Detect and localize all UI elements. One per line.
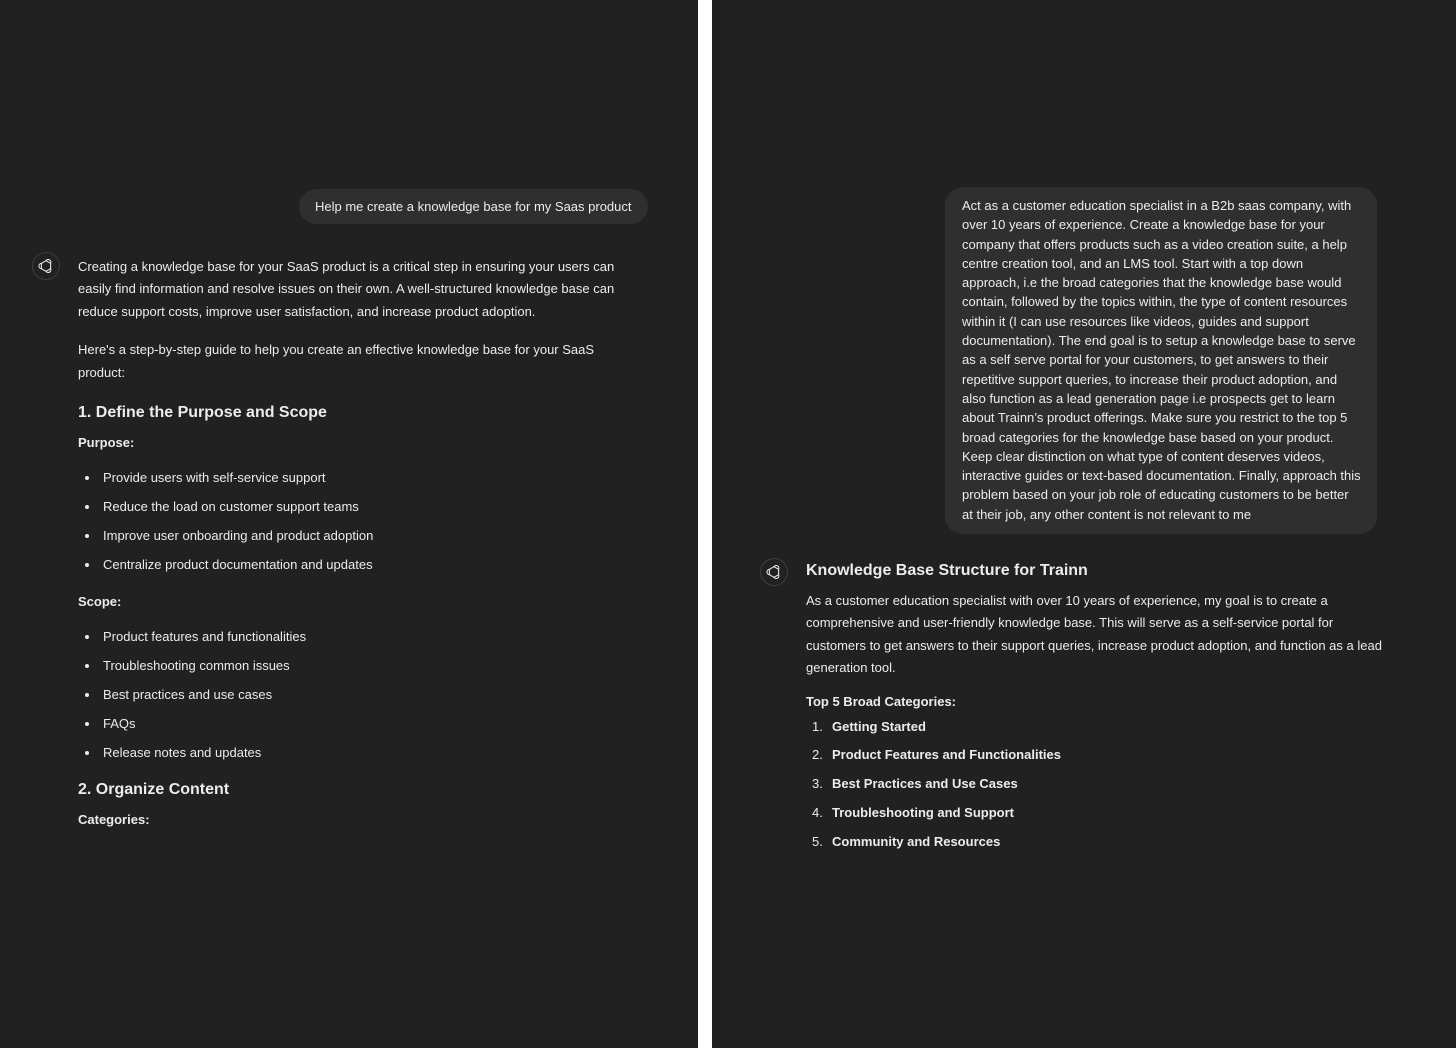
assistant-response [78,256,638,827]
section-heading: 1. Define the Purpose and Scope [78,404,327,422]
assistant-response [806,562,1386,857]
list-item: Improve user onboarding and product adoption [78,521,638,550]
scope-label: Scope: [78,594,122,610]
purpose-list [78,463,638,579]
right-chat-panel [712,0,1456,1048]
list-item: Release notes and updates [78,738,638,767]
scope-list [78,622,638,767]
list-item: 1. Getting Started [812,718,926,734]
list-item: 4. Troubleshooting and Support [812,805,1014,821]
list-item: 5. Community and Resources [812,833,1001,849]
categories-label: Categories: [78,812,150,828]
assistant-avatar [760,558,788,586]
response-paragraph: As a customer education specialist with over 10 years of experience, my goal is to create a comprehensive and user-friendly knowledge base. This will serve as a self-service portal for customers to get answers to their support queries, increase product adoption, and function as a lead generation tool. [806,593,1382,676]
assistant-avatar [32,252,60,280]
response-paragraph: Here's a step-by-step guide to help you create an effective knowledge base for your SaaS product: [78,342,595,380]
categories-label: Top 5 Broad Categories: [806,693,957,709]
openai-logo-icon [38,258,54,274]
response-heading: Knowledge Base Structure for Trainn [806,562,1088,579]
left-chat-panel [0,0,698,1048]
list-item: Centralize product documentation and updates [78,550,638,579]
response-paragraph: Creating a knowledge base for your SaaS product is a critical step in ensuring your users can easily find information and resolve issues on their own. A well-structured knowledge base can reduce support costs, improve user satisfaction, and increase product adoption. [78,259,615,319]
list-item: Product features and functionalities [78,622,638,651]
list-item: Reduce the load on customer support teams [78,492,638,521]
list-item: Provide users with self-service support [78,463,638,492]
section-heading: 2. Organize Content [78,781,230,799]
categories-list [806,713,1386,857]
list-item: Best practices and use cases [78,680,638,709]
list-item: 3. Best Practices and Use Cases [812,776,1018,792]
list-item: Troubleshooting common issues [78,651,638,680]
openai-logo-icon [766,564,782,580]
list-item: FAQs [78,709,638,738]
purpose-label: Purpose: [78,435,135,451]
user-message-bubble: Help me create a knowledge base for my Saas product [299,189,648,224]
list-item: 2. Product Features and Functionalities [812,747,1061,763]
user-message-bubble: Act as a customer education specialist in a B2b saas company, with over 10 years of experience. Create a knowledge base for your company that offers products such as a video creation suite, a help centre creation tool, and an LMS tool. Start with a top down approach, i.e the broad categories that the knowledge base would contain, followed by the topics within, the type of content resources within it (I can use resources like videos, guides and support documentation). The end goal is to setup a knowledge base to serve as a self serve portal for your customers, to get answers to their repetitive support queries, to increase their product adoption, and also function as a lead generation page i.e prospects get to learn about Trainn’s product offerings. Make sure you restrict to the top 5 broad categories for the knowledge base based on your product. Keep clear distinction on what type of content deserves videos, interactive guides or text-based documentation. Finally, approach this problem based on your job role of educating customers to be better at their job, any other content is not relevant to me [945,187,1377,534]
